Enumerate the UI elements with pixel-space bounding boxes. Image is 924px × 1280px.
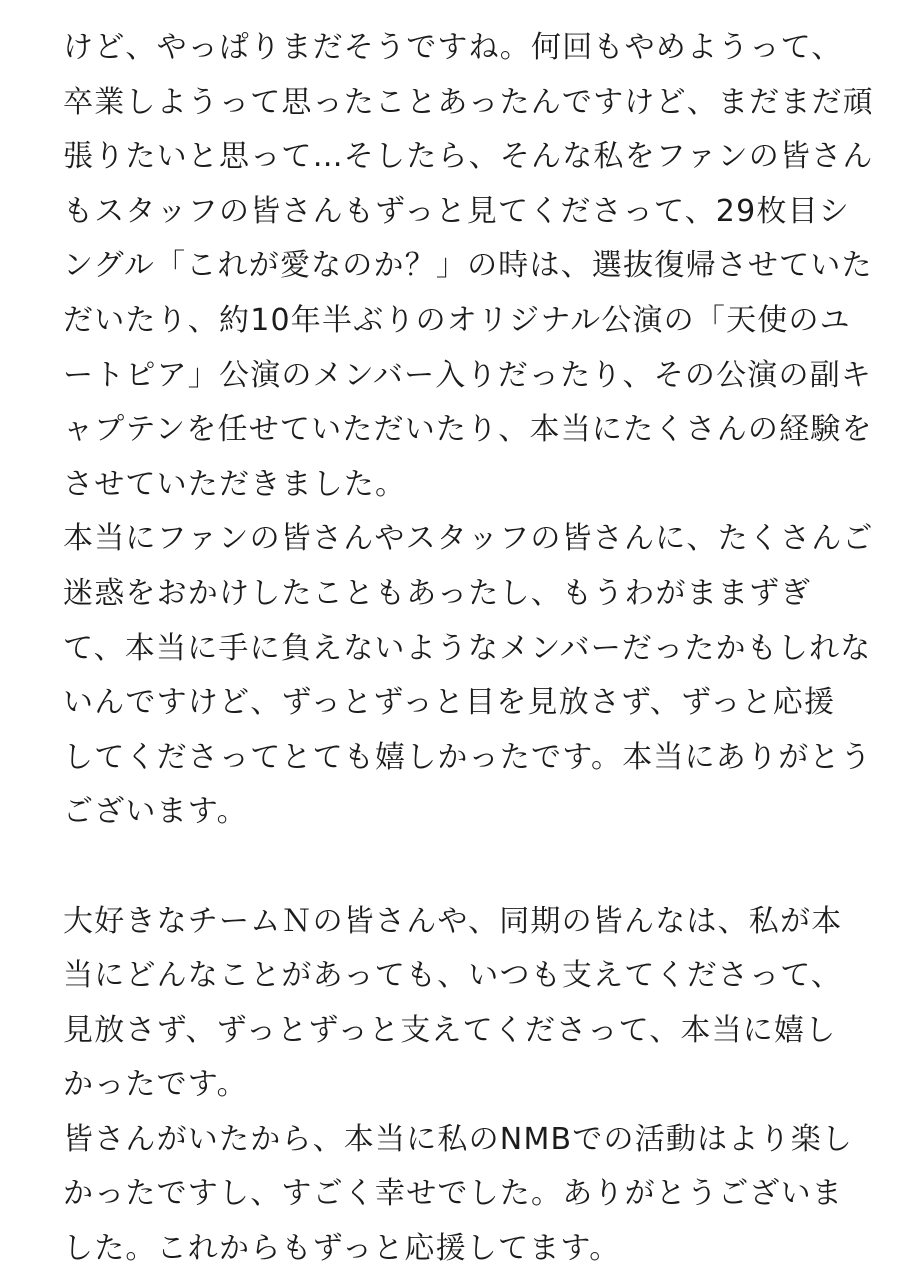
text-line: て、本当に手に負えないようなメンバーだったかもしれな xyxy=(63,630,872,666)
text-line: した。これからもずっと応援してます。 xyxy=(63,1231,621,1267)
text-line: してくださってとても嬉しかったです。本当にありがとう xyxy=(63,739,872,775)
text-line: 本当にファンの皆さんやスタッフの皆さんに、たくさんご xyxy=(63,521,874,557)
text-line: 皆さんがいたから、本当に私のNMBでの活動はより楽し xyxy=(63,1121,854,1157)
text-line: ートピア」公演のメンバー入りだったり、その公演の副キ xyxy=(63,357,873,393)
text-line: いんですけど、ずっとずっと目を見放さず、ずっと応援 xyxy=(63,685,836,721)
text-line: かったです。 xyxy=(63,1067,248,1103)
paragraph-spacer xyxy=(63,840,883,895)
paragraph-3 xyxy=(63,895,883,1113)
paragraph-1 xyxy=(63,21,883,512)
text-line: 当にどんなことがあっても、いつも支えてくださって、 xyxy=(63,958,843,994)
text-line: 迷惑をおかけしたこともあったし、もうわがままずぎ xyxy=(63,575,812,611)
text-line: 見放さず、ずっとずっと支えてくださって、本当に嬉し xyxy=(63,1012,837,1048)
paragraph-2 xyxy=(63,512,883,840)
document-body xyxy=(63,21,883,1277)
text-line: もスタッフの皆さんもずっと見てくださって、29枚目シ xyxy=(63,193,850,229)
text-line: かったですし、すごく幸せでした。ありがとうございま xyxy=(63,1176,843,1212)
text-line: 張りたいと思って…そしたら、そんな私をファンの皆さん xyxy=(63,139,874,175)
text-line: ングル「これが愛なのか？」の時は、選抜復帰させていた xyxy=(63,248,873,284)
text-line: ございます。 xyxy=(63,794,248,830)
text-line: 大好きなチームＮの皆さんや、同期の皆んなは、私が本 xyxy=(63,903,843,939)
text-line: させていただきました。 xyxy=(63,466,407,502)
text-line: 卒業しようって思ったことあったんですけど、まだまだ頑 xyxy=(63,84,874,120)
paragraph-4 xyxy=(63,1113,883,1277)
text-line: ャプテンを任せていただいたり、本当にたくさんの経験を xyxy=(63,412,873,448)
text-line: けど、やっぱりまだそうですね。何回もやめようって、 xyxy=(63,30,843,65)
text-line: だいたり、約10年半ぶりのオリジナル公演の「天使のユ xyxy=(63,302,851,338)
